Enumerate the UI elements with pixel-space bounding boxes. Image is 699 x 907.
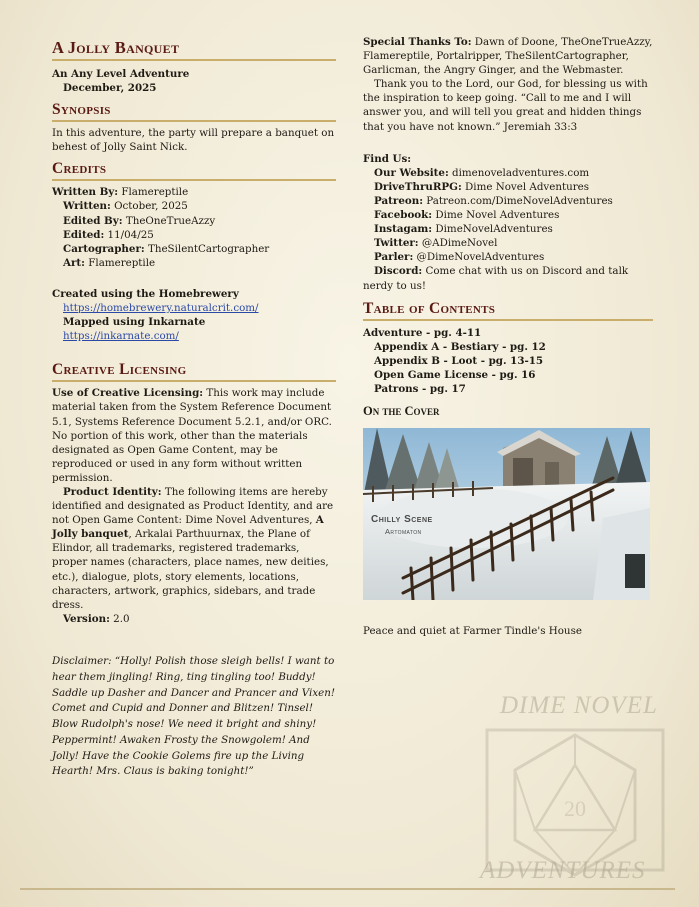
- credit-line: Cartographer: TheSilentCartographer: [63, 242, 270, 255]
- credit-line: Written By: Flamereptile: [52, 186, 189, 199]
- left-column: [52, 0, 336, 780]
- find-us-item: DriveThruRPG: Dime Novel Adventures: [374, 180, 590, 193]
- svg-text:20: 20: [564, 796, 586, 821]
- licensing-version: Version: 2.0: [63, 612, 130, 625]
- cover-caption: Peace and quiet at Farmer Tindle's House: [363, 625, 582, 637]
- inkarnate-link[interactable]: https://inkarnate.com/: [63, 330, 179, 343]
- toc-item[interactable]: Adventure - pg. 4-11: [363, 326, 482, 339]
- licensing-heading: Creative Licensing: [52, 360, 336, 382]
- toc-heading: Table of Contents: [363, 299, 653, 321]
- cover-art-title: Chilly Scene: [371, 514, 433, 525]
- toc-item[interactable]: Appendix B - Loot - pg. 13-15: [374, 354, 544, 367]
- toc-item[interactable]: Appendix A - Bestiary - pg. 12: [374, 340, 546, 353]
- find-us-item: Facebook: Dime Novel Adventures: [374, 209, 560, 222]
- watermark-bottom-text: ADVENTURES: [480, 857, 646, 884]
- inkarnate-label: Mapped using Inkarnate: [63, 316, 206, 329]
- credits-list: [52, 185, 336, 270]
- find-us-item: Instagam: DimeNovelAdventures: [374, 223, 553, 236]
- disclaimer: Disclaimer: “Holly! Polish those sleigh bells! I want to hear them jingling! Ring, ting tingling too! Buddy! Saddle up Dasher and Dancer and Prancer and Vixen! Comet and Cupid and Donner and Blitzen! Tinsel! Blow Rudolph's nose! We need it bright and shiny! Peppermint! Awaken Frosty the Snowgolem! And Jolly! Have the Cookie Golems fire up the Living Hearth! Mrs. Claus is baking tonight!”: [52, 654, 336, 778]
- credit-line: Art: Flamereptile: [63, 256, 156, 269]
- cover-art-artist: Artomaton: [385, 527, 422, 536]
- subtitle: An Any Level Adventure: [52, 68, 190, 80]
- find-us-item: Patreon: Patreon.com/DimeNovelAdventures: [374, 194, 613, 207]
- cover-heading: On the Cover: [363, 404, 440, 419]
- prayer: Thank you to the Lord, our God, for blessing us with the inspiration to keep going. “Call to me and I will answer you, and will tell you great and hidden things that you have not known.” Jeremiah 33:3: [363, 78, 648, 133]
- find-us-item: Twitter: @ADimeNovel: [374, 237, 498, 250]
- licensing-product-identity: Product Identity: The following items are hereby identified and designated as Product Identity, and are not Open Game Content: Dime Novel Adventures, A Jolly banquet, Arkalai Parthuurnax, the Plane of Elindor, all trademarks, registered trademarks, proper names (characters, place names, new deities, etc.), dialogue, plots, story elements, locations, characters, artwork, graphics, sidebars, and trade dress.: [52, 485, 334, 611]
- watermark-top-text: DIME NOVEL: [500, 692, 658, 719]
- synopsis-heading: Synopsis: [52, 100, 336, 122]
- homebrewery-label: Created using the Homebrewery: [52, 287, 239, 300]
- toc-item[interactable]: Patrons - pg. 17: [374, 382, 466, 395]
- credit-line: Written: October, 2025: [63, 200, 188, 213]
- find-us-item: Parler: @DimeNovelAdventures: [374, 251, 545, 264]
- licensing-use: Use of Creative Licensing: This work may include material taken from the System Reference Document 5.1, Systems Reference Document 5.2.1, and/or ORC. No portion of this work, other than the materials designated as Open Game Content, may be reproduced or used in any form without written permission.: [52, 387, 332, 484]
- find-us-label: Find Us:: [363, 152, 412, 165]
- release-date: December, 2025: [63, 82, 157, 95]
- page-title: A Jolly Banquet: [52, 38, 336, 61]
- cover-image: [363, 428, 650, 600]
- find-us-item: Our Website: dimenoveladventures.com: [374, 166, 590, 179]
- footer-divider: [20, 888, 675, 890]
- special-thanks: Special Thanks To: Dawn of Doone, TheOneTrueAzzy, Flamereptile, Portalripper, TheSilentCartographer, Garlicman, the Angry Ginger, and the Webmaster.: [363, 36, 653, 77]
- find-us-item: Discord: Come chat with us on Discord and talk nerdy to us!: [363, 265, 629, 292]
- credits-heading: Credits: [52, 159, 336, 181]
- right-column: [363, 0, 653, 418]
- credit-line: Edited By: TheOneTrueAzzy: [63, 214, 216, 227]
- homebrewery-link[interactable]: https://homebrewery.naturalcrit.com/: [63, 302, 259, 315]
- toc-item[interactable]: Open Game License - pg. 16: [374, 368, 536, 381]
- find-us-list: [363, 166, 653, 293]
- synopsis-text: In this adventure, the party will prepare a banquet on behest of Jolly Saint Nick.: [52, 127, 335, 154]
- toc-list: [363, 326, 653, 396]
- credit-line: Edited: 11/04/25: [63, 228, 154, 241]
